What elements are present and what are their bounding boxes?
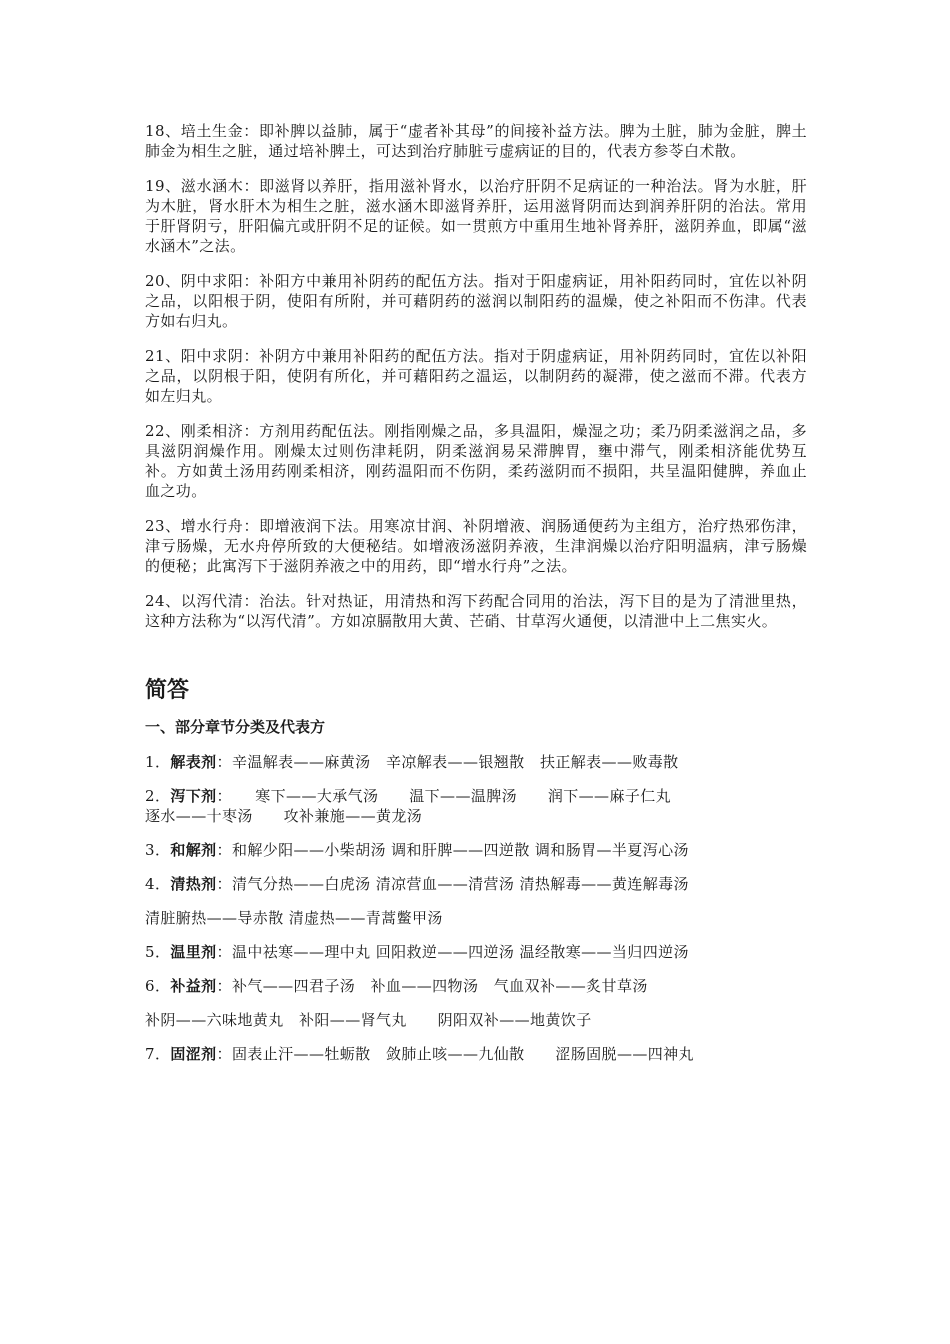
document-page: [145, 121, 807, 1078]
item-label: 泻下剂: [170, 787, 217, 805]
item-number: 7．: [145, 1045, 171, 1063]
item-number: 2．: [145, 787, 171, 805]
paragraph-23: 23、增水行舟：即增液润下法。用寒凉甘润、补阴增液、润肠通便药为主组方，治疗热邪伤津，津亏肠燥，无水舟停所致的大便秘结。如增液汤滋阴养液，生津润燥以治疗阳明温病，津亏肠燥的便秘；此寓泻下于滋阴养液之中的用药，即“增水行舟”之法。: [145, 517, 807, 575]
list-item-qingre-continued: [145, 908, 807, 928]
item-number: 5．: [145, 943, 171, 961]
item-colon: ：: [216, 977, 232, 995]
item-colon: ：: [216, 943, 232, 961]
item-number: 4．: [145, 875, 171, 893]
section-title: 简答: [145, 678, 190, 703]
item-text-continued: 逐水——十枣汤 攻补兼施——黄龙汤: [145, 807, 423, 825]
paragraph-18: 18、培土生金：即补脾以益肺，属于“虚者补其母”的间接补益方法。脾为土脏，肺为金脏，脾土肺金为相生之脏，通过培补脾土，可达到治疗肺脏亏虚病证的目的，代表方参苓白术散。: [145, 122, 807, 160]
item-colon: ：: [216, 841, 232, 859]
item-label: 清热剂: [170, 875, 217, 893]
item-text: 清脏腑热——导赤散 清虚热——青蒿鳖甲汤: [145, 909, 443, 927]
list-item-gusE: [145, 1044, 807, 1064]
item-number: 6．: [145, 977, 171, 995]
item-text: 固表止汗——牡蛎散 敛肺止咳——九仙散 涩肠固脱——四神丸: [231, 1045, 694, 1063]
list-item-wenli: [145, 942, 807, 962]
item-colon: ：: [216, 1045, 232, 1063]
sub-title: 一、部分章节分类及代表方: [145, 718, 326, 736]
item-label: 和解剂: [170, 841, 217, 859]
paragraph-22: 22、刚柔相济：方剂用药配伍法。刚指刚燥之品，多具温阳，燥湿之功；柔乃阴柔滋润之品，多具滋阴润燥作用。刚燥太过则伤津耗阴，阴柔滋润易呆滞脾胃，壅中滞气，刚柔相济能优势互补。方如黄土汤用药刚柔相济，刚药温阳而不伤阴，柔药滋阴而不损阳，共呈温阳健脾，养血止血之功。: [145, 422, 807, 500]
item-colon: ：: [216, 875, 232, 893]
item-label: 温里剂: [170, 943, 217, 961]
list-item-hejie: [145, 840, 807, 860]
paragraph-24: 24、以泻代清：治法。针对热证，用清热和泻下药配合同用的治法，泻下目的是为了清泄里热，这种方法称为“以泻代清”。方如凉膈散用大黄、芒硝、甘草泻火通便，以清泄中上二焦实火。: [145, 592, 807, 630]
paragraph-19: 19、滋水涵木：即滋肾以养肝，指用滋补肾水，以治疗肝阴不足病证的一种治法。肾为水脏，肝为木脏，肾水肝木为相生之脏，滋水涵木即滋肾养肝，运用滋肾阴而达到润养肝阴的治法。常用于肝肾阴亏，肝阳偏亢或肝阴不足的证候。如一贯煎方中重用生地补肾养肝，滋阴养血，即属“滋水涵木”之法。: [145, 177, 807, 255]
item-label: 补益剂: [170, 977, 217, 995]
list-item-buyi: [145, 976, 807, 996]
list-item-jiebiao: [145, 752, 807, 772]
item-text: 和解少阳——小柴胡汤 调和肝脾——四逆散 调和肠胃—半夏泻心汤: [231, 841, 689, 859]
paragraph-20: 20、阴中求阳：补阳方中兼用补阴药的配伍方法。指对于阳虚病证，用补阳药同时，宜佐以补阴之品，以阳根于阴，使阳有所附，并可藉阴药的滋润以制阳药的温燥，使之补阳而不伤津。代表方如右归丸。: [145, 272, 807, 330]
item-label: 固涩剂: [170, 1045, 217, 1063]
list-item-buyi-continued: [145, 1010, 807, 1030]
item-colon: ：: [216, 787, 225, 805]
list-item-qingre: [145, 874, 807, 894]
item-text: 补气——四君子汤 补血——四物汤 气血双补——炙甘草汤: [231, 977, 648, 995]
item-text: 辛温解表——麻黄汤 辛凉解表——银翘散 扶正解表——败毒散: [231, 753, 679, 771]
item-number: 3．: [145, 841, 171, 859]
item-colon: ：: [216, 753, 232, 771]
list-item-xiexia: [145, 786, 807, 826]
item-text: 寒下——大承气汤 温下——温脾汤 润下——麻子仁丸: [224, 787, 672, 805]
item-text: 补阴——六味地黄丸 补阳——肾气丸 阴阳双补——地黄饮子: [145, 1011, 592, 1029]
paragraph-21: 21、阳中求阴：补阴方中兼用补阳药的配伍方法。指对于阴虚病证，用补阴药同时，宜佐以补阳之品，以阴根于阳，使阴有所化，并可藉阳药之温运，以制阴药的凝滞，使之滋而不滞。代表方如左归丸。: [145, 347, 807, 405]
item-text: 清气分热——白虎汤 清凉营血——清营汤 清热解毒——黄连解毒汤: [231, 875, 689, 893]
item-text: 温中祛寒——理中丸 回阳救逆——四逆汤 温经散寒——当归四逆汤: [231, 943, 689, 961]
item-label: 解表剂: [170, 753, 217, 771]
item-number: 1．: [145, 753, 171, 771]
